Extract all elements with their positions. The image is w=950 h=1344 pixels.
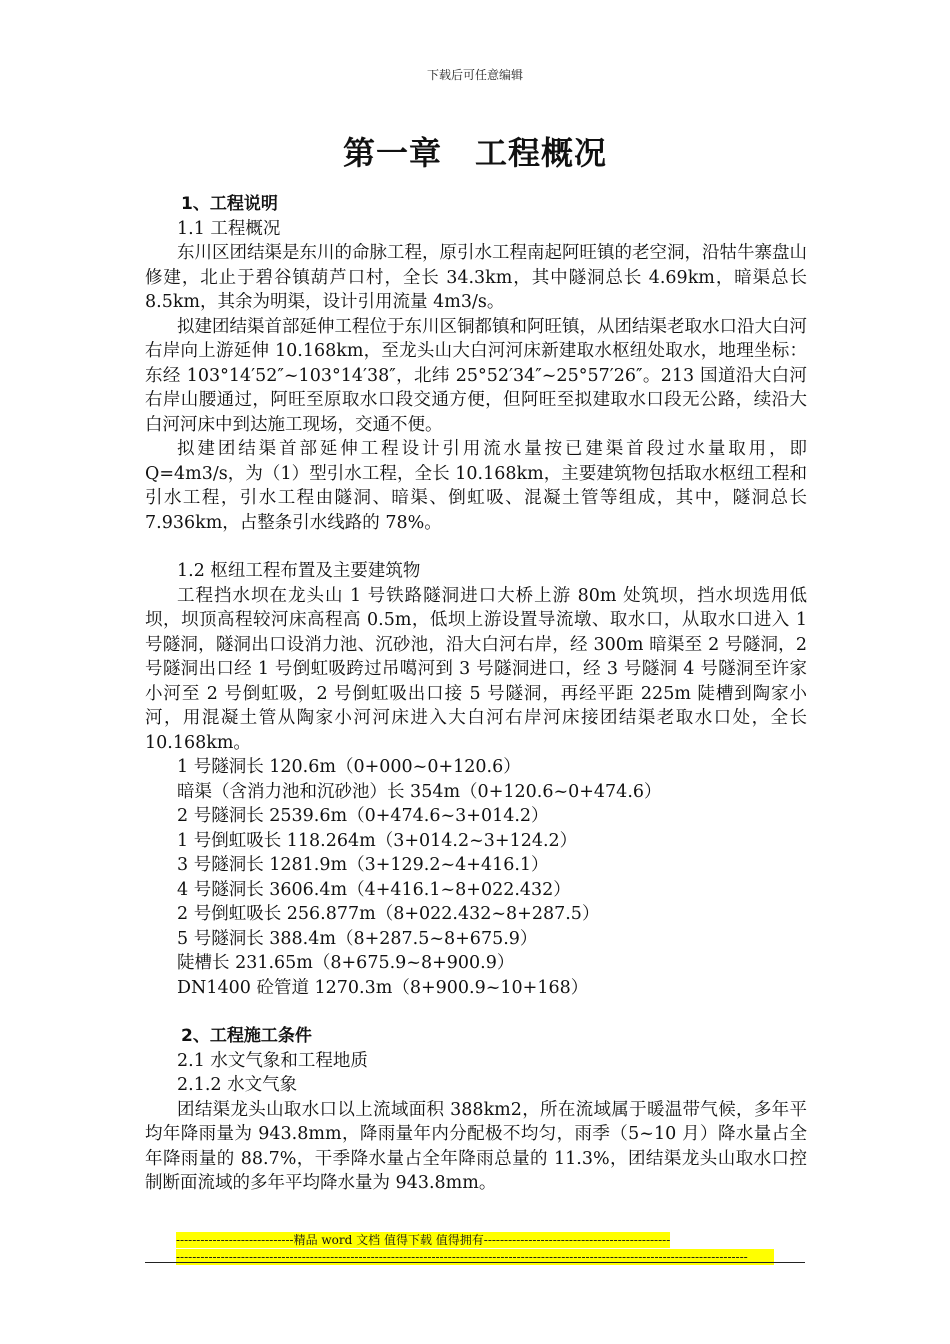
subsection-heading-2-1-2: 2.1.2 水文气象 xyxy=(177,1075,298,1095)
subsection-heading-2-1: 2.1 水文气象和工程地质 xyxy=(177,1050,368,1071)
paragraph-overview-2: 拟建团结渠首部延伸工程位于东川区铜都镇和阿旺镇，从团结渠老取水口沿大白河右岸向上游延伸 10.168km，至龙头山大白河河床新建取水枢纽处取水，地理坐标：东经 103°14′52″~103°14′38″，北纬 25°52′34″~25°57′26″。213 国道沿大白河右岸山腰通过，阿旺至原取水口段交通方便，但阿旺至拟建取水口段无公路，续沿大白河河床中到达施工现场，交通不便。 xyxy=(145,316,807,435)
section-heading-1: 1、工程说明 xyxy=(181,194,278,214)
list-item: 4 号隧洞长 3606.4m（4+416.1~8+022.432） xyxy=(177,879,571,900)
list-item: 暗渠（含消力池和沉砂池）长 354m（0+120.6~0+474.6） xyxy=(177,781,662,802)
blank-line xyxy=(145,1000,807,1024)
subsection-heading-1-1: 1.1 工程概况 xyxy=(177,218,281,239)
footer-banner xyxy=(176,1229,774,1265)
list-item: 2 号倒虹吸长 256.877m（8+022.432~8+287.5） xyxy=(177,904,600,924)
list-item: 5 号隧洞长 388.4m（8+287.5~8+675.9） xyxy=(177,928,538,949)
subsection-heading-1-2: 1.2 枢纽工程布置及主要建筑物 xyxy=(177,561,421,581)
list-item: 1 号隧洞长 120.6m（0+000~0+120.6） xyxy=(177,757,521,777)
list-item: 2 号隧洞长 2539.6m（0+474.6~3+014.2） xyxy=(177,806,549,826)
paragraph-layout: 工程挡水坝在龙头山 1 号铁路隧洞进口大桥上游 80m 处筑坝，挡水坝选用低坝，坝顶高程较河床高程高 0.5m，低坝上游设置导流墩、取水口，从取水口进入 1 号隧洞，隧洞出口设消力池、沉砂池，沿大白河右岸，经 300m 暗渠至 2 号隧洞，2 号隧洞出口经 1 号倒虹吸跨过吊噶河到 3 号隧洞进口，经 3 号隧洞 4 号隧洞至许家小河至 2 号倒虹吸，2 号倒虹吸出口接 5 号隧洞，再经平距 225m 陡槽到陶家小河，用混凝土管从陶家小河河床进入大白河右岸河床接团结渠老取水口处，全长 10.168km。 xyxy=(145,585,807,753)
page-header-note: 下载后可任意编辑 xyxy=(426,68,523,82)
chapter-title: 第一章 工程概况 xyxy=(342,134,607,172)
paragraph-overview-3: 拟建团结渠首部延伸工程设计引用流水量按已建渠首段过水量取用，即 Q=4m3/s，为（1）型引水工程，全长 10.168km，主要建筑物包括取水枢纽工程和引水工程，引水工程由隧洞、暗渠、倒虹吸、混凝土管等组成，其中，隧洞总长 7.936km，占整条引水线路的 78%。 xyxy=(145,439,807,533)
footer-banner-line-1: -----------------------------精品 word 文档 值得下载 值得拥有---------------------------------------------- xyxy=(176,1233,671,1247)
paragraph-hydrology: 团结渠龙头山取水口以上流域面积 388km2，所在流域属于暖温带气候，多年平均年降雨量为 943.8mm，降雨量年内分配极不均匀，雨季（5~10 月）降水量占全年降雨量的 88.7%，干季降水量占全年降雨总量的 11.3%，团结渠龙头山取水口控制断面流域的多年平均降水量为 943.8mm。 xyxy=(145,1099,807,1193)
list-item: 陡槽长 231.65m（8+675.9~8+900.9） xyxy=(177,953,515,973)
footer-divider xyxy=(145,1262,805,1263)
section-heading-2: 2、工程施工条件 xyxy=(181,1026,312,1046)
list-item: 3 号隧洞长 1281.9m（3+129.2~4+416.1） xyxy=(177,855,549,875)
footer-banner-line-2: --------------------------------------------------------------------------------------------------------------------------------------------- xyxy=(176,1249,774,1265)
document-body xyxy=(145,192,807,1196)
list-item: DN1400 砼管道 1270.3m（8+900.9~10+168） xyxy=(177,977,589,998)
paragraph-overview-1: 东川区团结渠是东川的命脉工程，原引水工程南起阿旺镇的老空洞，沿牯牛寨盘山修建，北止于碧谷镇葫芦口村，全长 34.3km，其中隧洞总长 4.69km，暗渠总长 8.5km，其余为明渠，设计引用流量 4m3/s。 xyxy=(145,243,807,312)
blank-line xyxy=(145,535,807,559)
list-item: 1 号倒虹吸长 118.264m（3+014.2~3+124.2） xyxy=(177,830,578,851)
